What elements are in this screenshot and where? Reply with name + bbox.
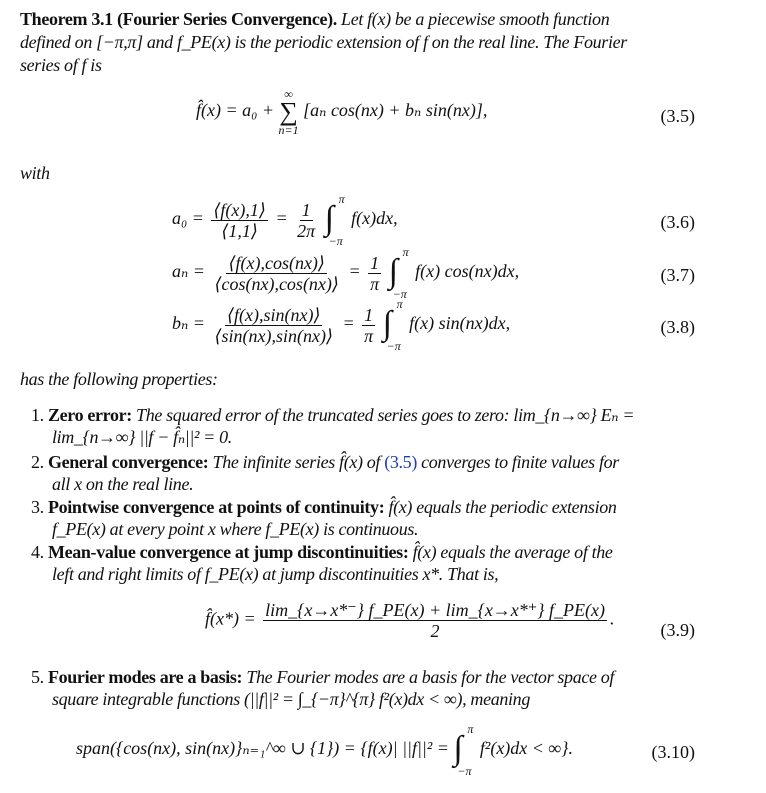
sum-symbol: ∞ ∑ n=1 — [278, 87, 299, 137]
list-item-3 — [31, 496, 617, 518]
eq-number-3-6: (3.6) — [660, 212, 695, 232]
upper-limit: π — [396, 297, 403, 311]
list-item-5 — [31, 666, 614, 688]
list-item-1-cont: lim_{n→∞} ||f − f̂ₙ||² = 0. — [52, 427, 232, 447]
list-item-3-cont: f_PE(x) at every point x where f_PE(x) is continuous. — [52, 519, 419, 539]
integrand: f²(x)dx < ∞}. — [479, 738, 573, 759]
integrand: f(x) sin(nx)dx, — [409, 313, 511, 334]
equation-3-9 — [205, 600, 614, 641]
equals: = — [342, 313, 355, 334]
denominator: π — [370, 273, 380, 294]
eq-lhs: f̂(x*) = — [205, 608, 256, 629]
item-title: Mean-value convergence at jump discontinuities: — [47, 542, 409, 562]
item-text: f̂(x) equals the periodic extension — [384, 497, 617, 517]
numerator: 1 — [364, 304, 374, 325]
equation-3-7 — [172, 245, 520, 301]
item-text: The squared error of the truncated series goes to zero: lim_{n→∞} Eₙ = — [131, 405, 635, 425]
item-title: Zero error: — [47, 405, 132, 425]
eq-number-3-5: (3.5) — [660, 106, 695, 126]
theorem-line-2: defined on [−π,π] and f_PE(x) is the periodic extension of f on the real line. The Fourier — [20, 32, 627, 52]
equation-3-10 — [76, 722, 573, 778]
item-text: f̂(x) equals the average of the — [408, 542, 613, 562]
fraction — [212, 305, 335, 346]
denominator: 2π — [297, 220, 316, 241]
theorem-heading: Theorem 3.1 (Fourier Series Convergence). — [20, 9, 337, 29]
lower-limit: −π — [392, 287, 407, 301]
item-number: 3. — [31, 497, 44, 517]
eq-lhs: span({cos(nx), sin(nx)}ₙ₌₁^∞ ∪ {1}) = {f(x)| ||f||² = — [76, 738, 449, 759]
equation-3-5 — [196, 88, 487, 136]
denominator: ⟨1,1⟩ — [221, 220, 258, 241]
list-item-2 — [31, 451, 619, 473]
denominator: ⟨cos(nx),cos(nx)⟩ — [214, 273, 339, 294]
numerator: ⟨f(x),sin(nx)⟩ — [226, 304, 321, 325]
item-text: The Fourier modes are a basis for the vector space of — [242, 667, 615, 687]
theorem-line-3: series of f is — [20, 55, 102, 75]
sum-upper: ∞ — [284, 87, 293, 101]
coefficient — [295, 200, 317, 241]
denominator: π — [364, 325, 374, 346]
equation-reference-link[interactable]: (3.5) — [384, 452, 417, 472]
upper-limit: π — [402, 245, 409, 259]
equation-3-6 — [172, 192, 398, 248]
item-title: Fourier modes are a basis: — [47, 667, 243, 687]
item-number: 5. — [31, 667, 44, 687]
numerator: lim_{x→x*⁻} f_PE(x) + lim_{x→x*⁺} f_PE(x) — [265, 600, 605, 620]
numerator: ⟨f(x),cos(nx)⟩ — [228, 252, 325, 273]
eq-lhs: a₀ = — [172, 208, 204, 229]
list-item-4 — [31, 541, 613, 563]
properties-intro: has the following properties: — [20, 369, 218, 389]
list-item-4-cont: left and right limits of f_PE(x) at jump discontinuities x*. That is, — [52, 564, 499, 584]
integrand: f(x)dx, — [351, 208, 398, 229]
item-number: 2. — [31, 452, 44, 472]
denominator: 2 — [430, 621, 440, 641]
item-number: 4. — [31, 542, 44, 562]
theorem-text: Let f(x) be a piecewise smooth function — [336, 9, 610, 29]
item-title: General convergence: — [47, 452, 209, 472]
upper-limit: π — [338, 192, 345, 206]
lower-limit: −π — [328, 234, 343, 248]
integrand: f(x) cos(nx)dx, — [415, 261, 520, 282]
period: . — [609, 608, 615, 629]
integral-sign: ∫ π −π — [324, 192, 345, 248]
equation-3-8 — [172, 297, 511, 353]
item-title: Pointwise convergence at points of continuity: — [47, 497, 385, 517]
integral-sign: ∫ π −π — [453, 722, 474, 778]
list-item-2-cont: all x on the real line. — [52, 474, 194, 494]
list-item-1 — [31, 404, 634, 426]
item-text: The infinite series f̂(x) of — [208, 452, 385, 472]
eq-number-3-7: (3.7) — [660, 265, 695, 285]
eq-lhs: aₙ = — [172, 261, 205, 282]
with-text: with — [20, 163, 50, 183]
eq-number-3-8: (3.8) — [660, 317, 695, 337]
numerator: 1 — [370, 252, 380, 273]
item-text: converges to finite values for — [416, 452, 619, 472]
item-number: 1. — [31, 405, 44, 425]
equals: = — [275, 208, 288, 229]
numerator: ⟨f(x),1⟩ — [213, 199, 266, 220]
eq-body: [aₙ cos(nx) + bₙ sin(nx)], — [303, 100, 488, 121]
denominator: ⟨sin(nx),sin(nx)⟩ — [214, 325, 333, 346]
numerator: 1 — [301, 199, 311, 220]
coefficient — [362, 305, 375, 346]
fraction — [212, 253, 341, 294]
equals: = — [348, 261, 361, 282]
fraction — [263, 600, 607, 641]
eq-number-3-10: (3.10) — [651, 742, 695, 762]
theorem-line-1 — [20, 8, 609, 30]
lower-limit: −π — [386, 339, 401, 353]
sum-lower: n=1 — [278, 123, 299, 137]
fraction — [211, 200, 268, 241]
coefficient — [368, 253, 381, 294]
list-item-5-cont: square integrable functions (||f||² = ∫_{−π}^{π} f²(x)dx < ∞), meaning — [52, 689, 530, 709]
eq-lhs: f̂(x) = a₀ + — [196, 100, 279, 121]
lower-limit: −π — [457, 764, 472, 778]
eq-number-3-9: (3.9) — [660, 620, 695, 640]
eq-lhs: bₙ = — [172, 313, 205, 334]
integral-sign: ∫ π −π — [388, 245, 409, 301]
integral-sign: ∫ π −π — [382, 297, 403, 353]
upper-limit: π — [467, 722, 474, 736]
